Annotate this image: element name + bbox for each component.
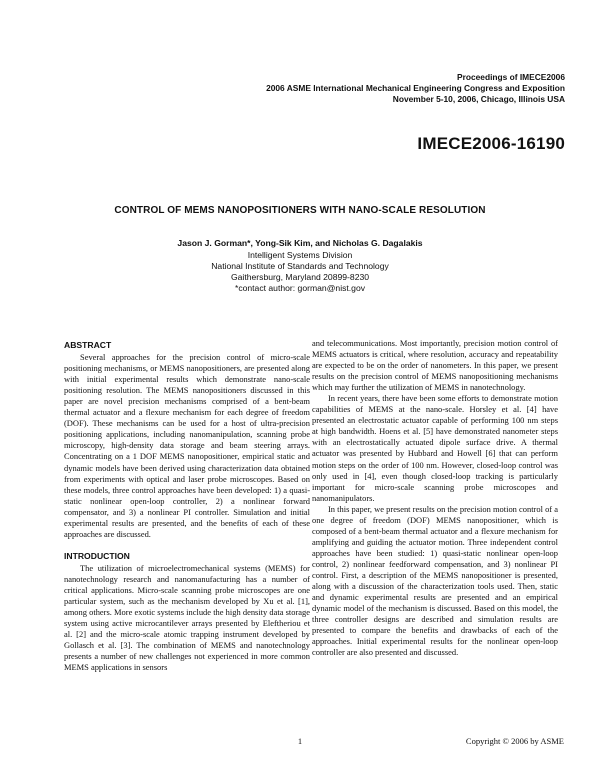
affiliation-division: Intelligent Systems Division (247, 250, 353, 260)
affiliation-city: Gaithersburg, Maryland 20899-8230 (230, 272, 370, 282)
congress-name: 2006 ASME International Mechanical Engineering Congress and Exposition (266, 83, 565, 93)
paper-title: CONTROL OF MEMS NANOPOSITIONERS WITH NANO-SCALE RESOLUTION (114, 205, 486, 216)
introduction-heading: INTRODUCTION (64, 550, 130, 561)
affiliation-institute: National Institute of Standards and Technology (211, 261, 389, 271)
page-number: 1 (297, 736, 303, 746)
intro-paragraph-2: In recent years, there have been some efforts to demonstrate motion capabilities of MEMS at the nano-scale. Horsley et al. [4] have presented an electrostatic actuator capable of performing 100 nm steps at high bandwidth. Hoens et al. [5] have demonstrated nanometer steps with an electrostatically actuated dipole surface drive. A thermal actuator was presented by Hubbard and Howell [6] that can perform motion steps on the order of 100 nm. However, closed-loop control was only used in [4], even though closed-loop tracking is particularly important for micro-scale scanning probe microscopes and nanomanipulators. (312, 393, 558, 503)
intro-paragraph-1: The utilization of microelectromechanical systems (MEMS) for nanotechnology research and nanomanufacturing has a number of critical applications. Micro-scale scanning probe microscopes are one particular system, such as the mechanism developed by Xu et al. [1], among others. More exotic systems include the high density data storage system using active microcantilever arrays presented by Eleftheriou et al. [2] and the micro-scale atomic trapping instrument developed by Gollasch et al. [3]. The combination of MEMS and nanotechnology presents a number of new challenges not experienced in more common MEMS applications in sensors (64, 562, 310, 673)
intro-paragraph-1-continued: and telecommunications. Most importantly, precision motion control of MEMS actuators is critical, where resolution, accuracy and repeatability are expected to be on the order of nanometers. In this paper, we present results on the precision control of MEMS nanopositioning mechanisms which may further the utilization of MEMS in nanotechnology. (312, 338, 558, 393)
contact-author: *contact author: gorman@nist.gov (234, 283, 366, 293)
paper-id: IMECE2006-16190 (417, 134, 565, 153)
abstract-text: Several approaches for the precision control of micro-scale positioning mechanisms, or MEMS nanopositioners, are presented along with initial experimental results which demonstrate nano-scale positioning resolution. The MEMS nanopositioners discussed in this paper are novel precision mechanisms comprised of a bent-beam thermal actuator and a flexure mechanism for each degree of freedom (DOF). These mechanisms can be used for a host of ultra-precision positioning applications, including nanomanipulation, scanning probe microscopy, high-density data storage and beam steering arrays. Concentrating on a 1 DOF MEMS nanopositioner, empirical static and dynamic models have been derived using characterization data obtained from experiments with optical and laser probe microscopes. Based on these models, three control approaches have been developed: 1) a quasi-static nonlinear open-loop controller, 2) a nonlinear forward compensator, and 3) a nonlinear PI controller. Simulation and initial experimental results are presented, and the benefits of each of these approaches are discussed. (64, 352, 310, 539)
proceedings-title: Proceedings of IMECE2006 (457, 72, 565, 82)
conference-dates: November 5-10, 2006, Chicago, Illinois USA (392, 94, 565, 104)
affiliation-block (0, 250, 600, 294)
author-list: Jason J. Gorman*, Yong-Sik Kim, and Nicholas G. Dagalakis (177, 238, 423, 248)
right-column (312, 338, 558, 658)
proceedings-header (125, 72, 565, 105)
abstract-heading: ABSTRACT (64, 340, 112, 350)
copyright-notice: Copyright © 2006 by ASME (465, 736, 564, 746)
left-column (64, 340, 310, 673)
intro-paragraph-3: In this paper, we present results on the precision motion control of a one degree of freedom (DOF) MEMS nanopositioner, which is composed of a bent-beam thermal actuator and a flexure mechanism for amplifying and guiding the actuator motion. Three independent control approaches have been studied: 1) quasi-static nonlinear open-loop control, 2) nonlinear feedforward compensation, and 3) nonlinear PI control. First, a description of the MEMS nanopositioner is presented, along with a discussion of the characterization tools used. Then, static and dynamic experimental results are presented and an empirical dynamic model of the mechanism is discussed. Based on this model, the three controller designs are described and simulation results are presented to compare the benefits and drawbacks of each of the approaches. Initial experimental results for the nonlinear open-loop controller are also presented and discussed. (312, 503, 558, 658)
